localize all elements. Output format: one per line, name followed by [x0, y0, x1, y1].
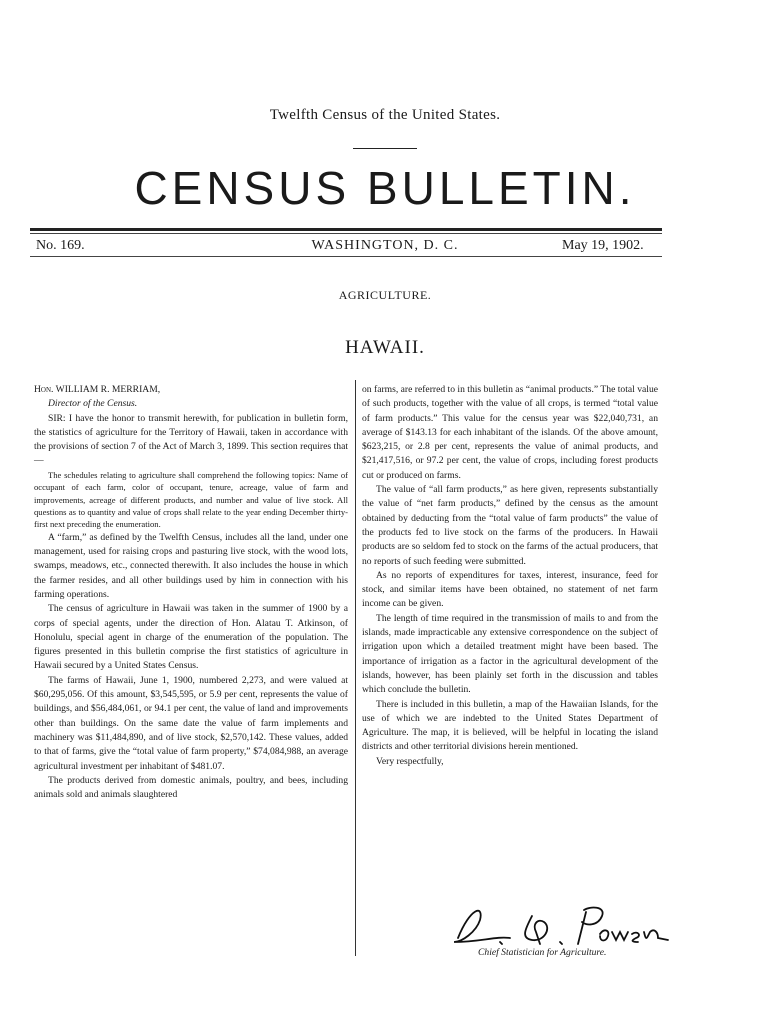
column-divider [355, 380, 356, 956]
paragraph: The length of time required in the transmission of mails to and from the islands, made impracticable any extensive correspondence on the subject of irrigation upon which a detailed treatment might have been based. The importance of irrigation as a factor in the agricultural development of the islands, however, has been plainly set forth in the discussion and tables which conclude the bulletin. [362, 612, 658, 696]
header-rule-thick [30, 228, 662, 231]
addressee: Hon. WILLIAM R. MERRIAM, [34, 384, 161, 395]
signer-title: Chief Statistician for Agriculture. [478, 947, 607, 958]
paragraph: As no reports of expenditures for taxes, interest, insurance, feed for stock, and similar items have been obtained, no statement of net farm income can be given. [362, 569, 658, 610]
paragraph: A “farm,” as defined by the Twelfth Census, includes all the land, under one management, used for raising crops and pasturing live stock, with the wood lots, swamps, meadows, etc., connected therewith. It also includes the house in which the farmer resides, and all other buildings used by him in connection with his farming operations. [34, 531, 348, 600]
paragraph: The value of “all farm products,” as here given, represents substantially the value of “net farm products,” defined by the census as the amount obtained by deducting from the “total value of farm products” the value of the products fed to live stock on the farms of the producers. In Hawaii products are so seldom fed to stock on the farms of the actual producers, that no reports of such feeding were submitted. [362, 484, 658, 567]
left-column [34, 383, 348, 802]
issue-number: No. 169. [36, 238, 85, 253]
paragraph: SIR: I have the honor to transmit herewith, for publication in bulletin form, the statistics of agriculture for the Territory of Hawaii, taken in accordance with the provisions of section 7 of the Act of March 3, 1899. This section requires that— [34, 412, 348, 467]
section-heading: AGRICULTURE. [338, 288, 432, 302]
dateline-city: WASHINGTON, D. C. [311, 238, 459, 253]
header-rule-thin [30, 233, 662, 234]
paragraph: on farms, are referred to in this bulletin as “animal products.” The total value of such products, together with the value of all crops, is termed “total value of farm products.” This value for the census year was $22,040,731, an average of $143.13 for each inhabitant of the islands. Of the above amount, $623,215, or 2.8 per cent, represents the value of animal products, and $21,417,516, or 97.2 per cent, the value of crops, including forest products cut or produced on farms. [362, 384, 658, 481]
addressee-title: Director of the Census. [48, 398, 138, 410]
issue-date: May 19, 1902. [562, 238, 644, 253]
paragraph: The census of agriculture in Hawaii was taken in the summer of 1900 by a corps of special agents, under the direction of Hon. Alatau T. Atkinson, of Honolulu, special agent in charge of the enumeration of the population. The figures presented in this bulletin comprise the first statistics of agriculture in Hawaii secured by a United States Census. [34, 603, 348, 672]
closing: Very respectfully, [376, 755, 444, 767]
short-rule [353, 148, 417, 149]
statute-quote: The schedules relating to agriculture shall comprehend the following topics: Name of occupant of each farm, color of occupant, tenure, acreage, value of farm and improvements, acreage of different products, and number and value of live stock. All questions as to quantity and value of crops shall relate to the year ending December thirty-first next preceding the enumeration. [34, 469, 348, 530]
subject-heading: HAWAII. [345, 337, 425, 358]
census-line: Twelfth Census of the United States. [269, 107, 501, 123]
right-column [362, 383, 658, 769]
bulletin-title: CENSUS BULLETIN. [134, 162, 636, 214]
paragraph: The products derived from domestic animals, poultry, and bees, including animals sold and animals slaughtered [34, 774, 348, 801]
header-rule-bottom [30, 256, 662, 257]
paragraph: There is included in this bulletin, a map of the Hawaiian Islands, for the use of which we are indebted to the United States Department of Agriculture. The map, it is believed, will be helpful in locating the island districts and other territorial divisions herein mentioned. [362, 698, 658, 753]
paragraph: The farms of Hawaii, June 1, 1900, numbered 2,273, and were valued at $60,295,056. Of this amount, $3,545,595, or 5.9 per cent, represents the value of buildings, and $56,484,061, or 94.1 per cent, the value of land and improvements other than buildings. On the same date the value of farm implements and machinery was $11,484,890, and of live stock, $2,570,142. These values, added to that of farms, give the “total value of farm property,” $74,084,988, an average agricultural investment per inhabitant of $481.07. [34, 674, 348, 772]
